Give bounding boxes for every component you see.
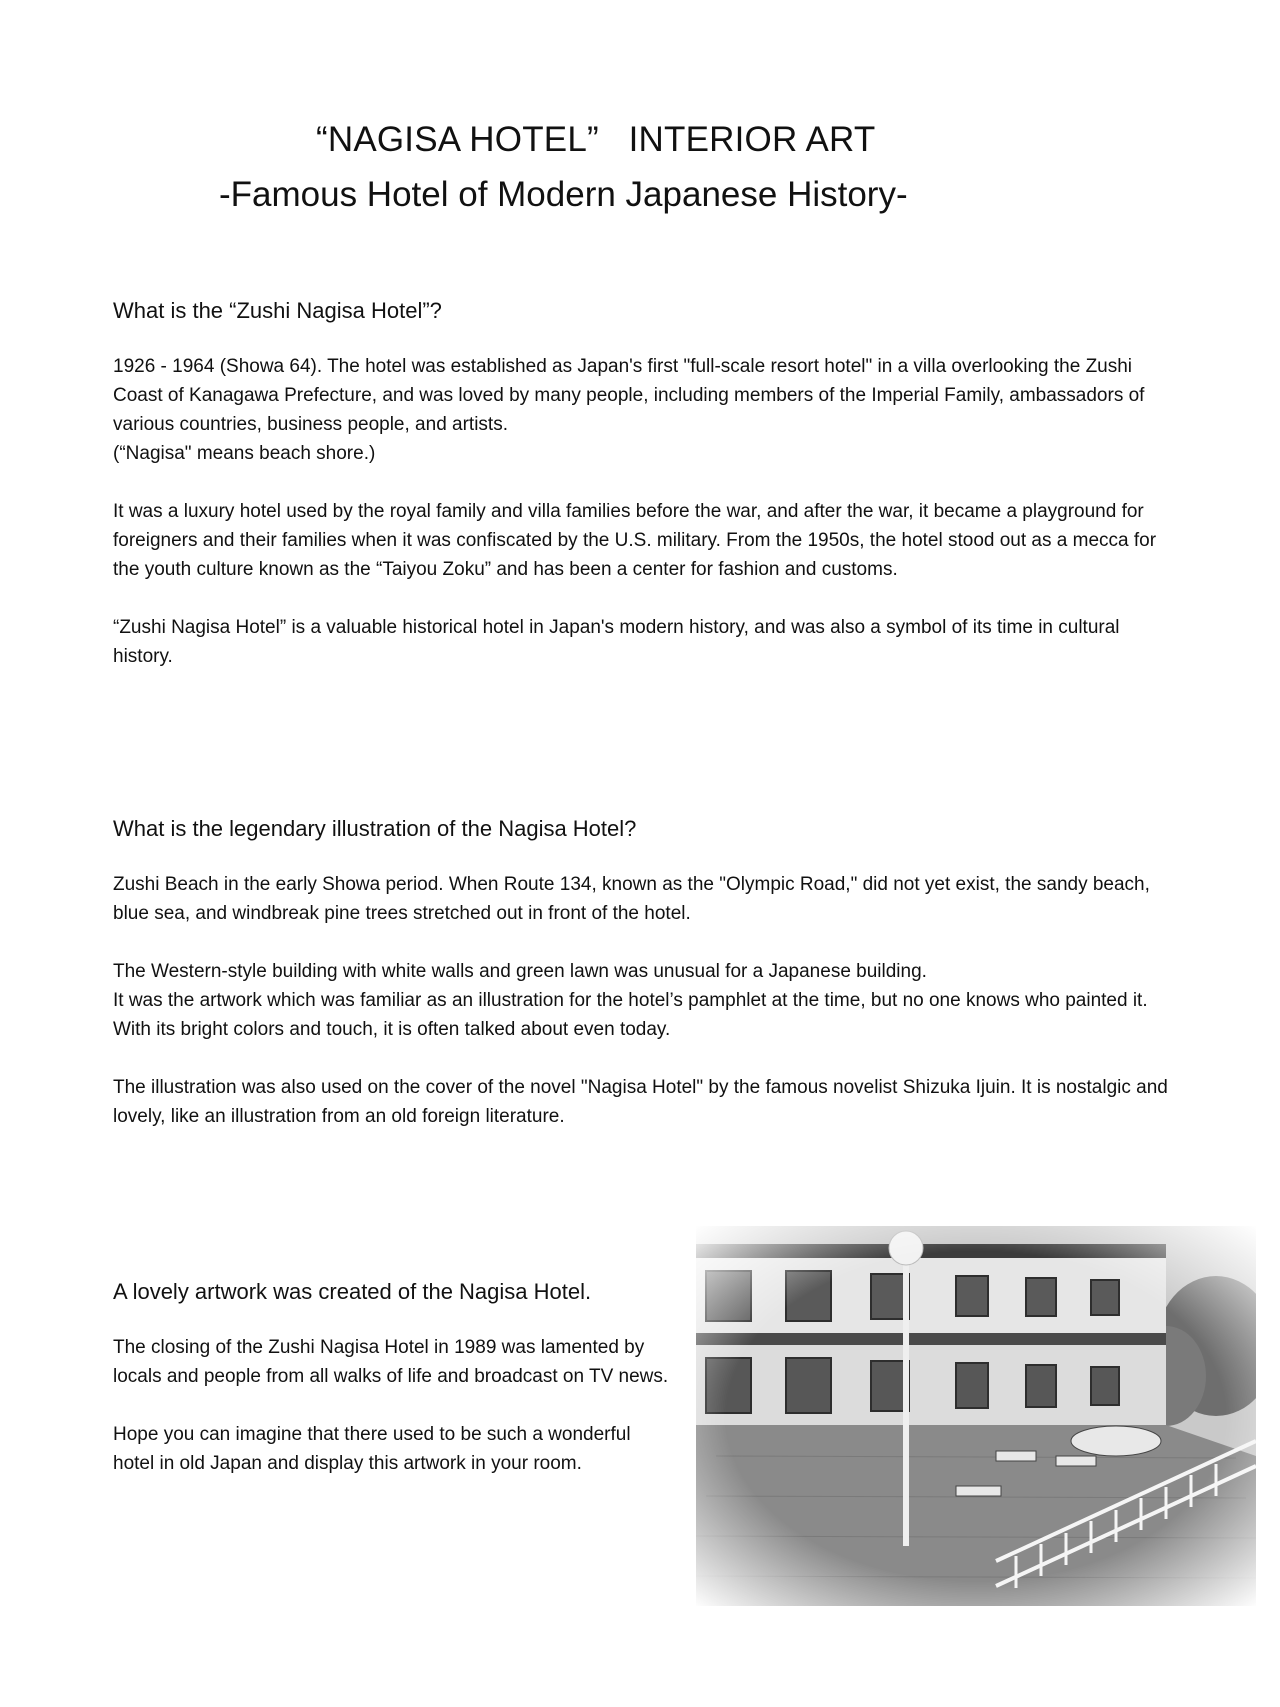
paragraph: 1926 - 1964 (Showa 64). The hotel was established as Japan's first "full-scale resort hotel" in a villa overlooking the Zushi Coast of Kanagawa Prefecture, and was loved by many people, including members of the Imperial Family, ambassadors of various countries, business people, and artists. (“Nagisa" means beach shore.) [113, 356, 1145, 464]
hotel-photo [696, 1226, 1256, 1606]
section-illustration [113, 816, 1183, 1160]
paragraph: The Western-style building with white walls and green lawn was unusual for a Japanese building. It was the artwork which was familiar as an illustration for the hotel’s pamphlet at the time, but no one knows who painted it. With its bright colors and touch, it is often talked about even today. [113, 961, 1148, 1040]
section-about-hotel [113, 298, 1183, 700]
section-heading: A lovely artwork was created of the Nagisa Hotel. [113, 1279, 592, 1304]
paragraph: Hope you can imagine that there used to be such a wonderful hotel in old Japan and display this artwork in your room. [113, 1424, 631, 1474]
page-subtitle: -Famous Hotel of Modern Japanese History- [219, 175, 908, 214]
section-heading: What is the legendary illustration of the Nagisa Hotel? [113, 816, 637, 841]
paragraph: Zushi Beach in the early Showa period. When Route 134, known as the "Olympic Road," did not yet exist, the sandy beach, blue sea, and windbreak pine trees stretched out in front of the hotel. [113, 874, 1150, 924]
section-heading: What is the “Zushi Nagisa Hotel”? [113, 298, 442, 323]
paragraph: The closing of the Zushi Nagisa Hotel in 1989 was lamented by locals and people from all walks of life and broadcast on TV news. [113, 1337, 669, 1387]
page-title: “NAGISA HOTEL” INTERIOR ART [316, 120, 876, 159]
paragraph: “Zushi Nagisa Hotel” is a valuable historical hotel in Japan's modern history, and was also a symbol of its time in cultural history. [113, 617, 1120, 667]
paragraph: It was a luxury hotel used by the royal family and villa families before the war, and after the war, it became a playground for foreigners and their families when it was confiscated by the U.S. military. From the 1950s, the hotel stood out as a mecca for the youth culture known as the “Taiyou Zoku” and has been a center for fashion and customs. [113, 501, 1157, 580]
section-artwork [113, 1279, 673, 1507]
paragraph: The illustration was also used on the cover of the novel "Nagisa Hotel" by the famous novelist Shizuka Ijuin. It is nostalgic and lovely, like an illustration from an old foreign literature. [113, 1077, 1168, 1127]
